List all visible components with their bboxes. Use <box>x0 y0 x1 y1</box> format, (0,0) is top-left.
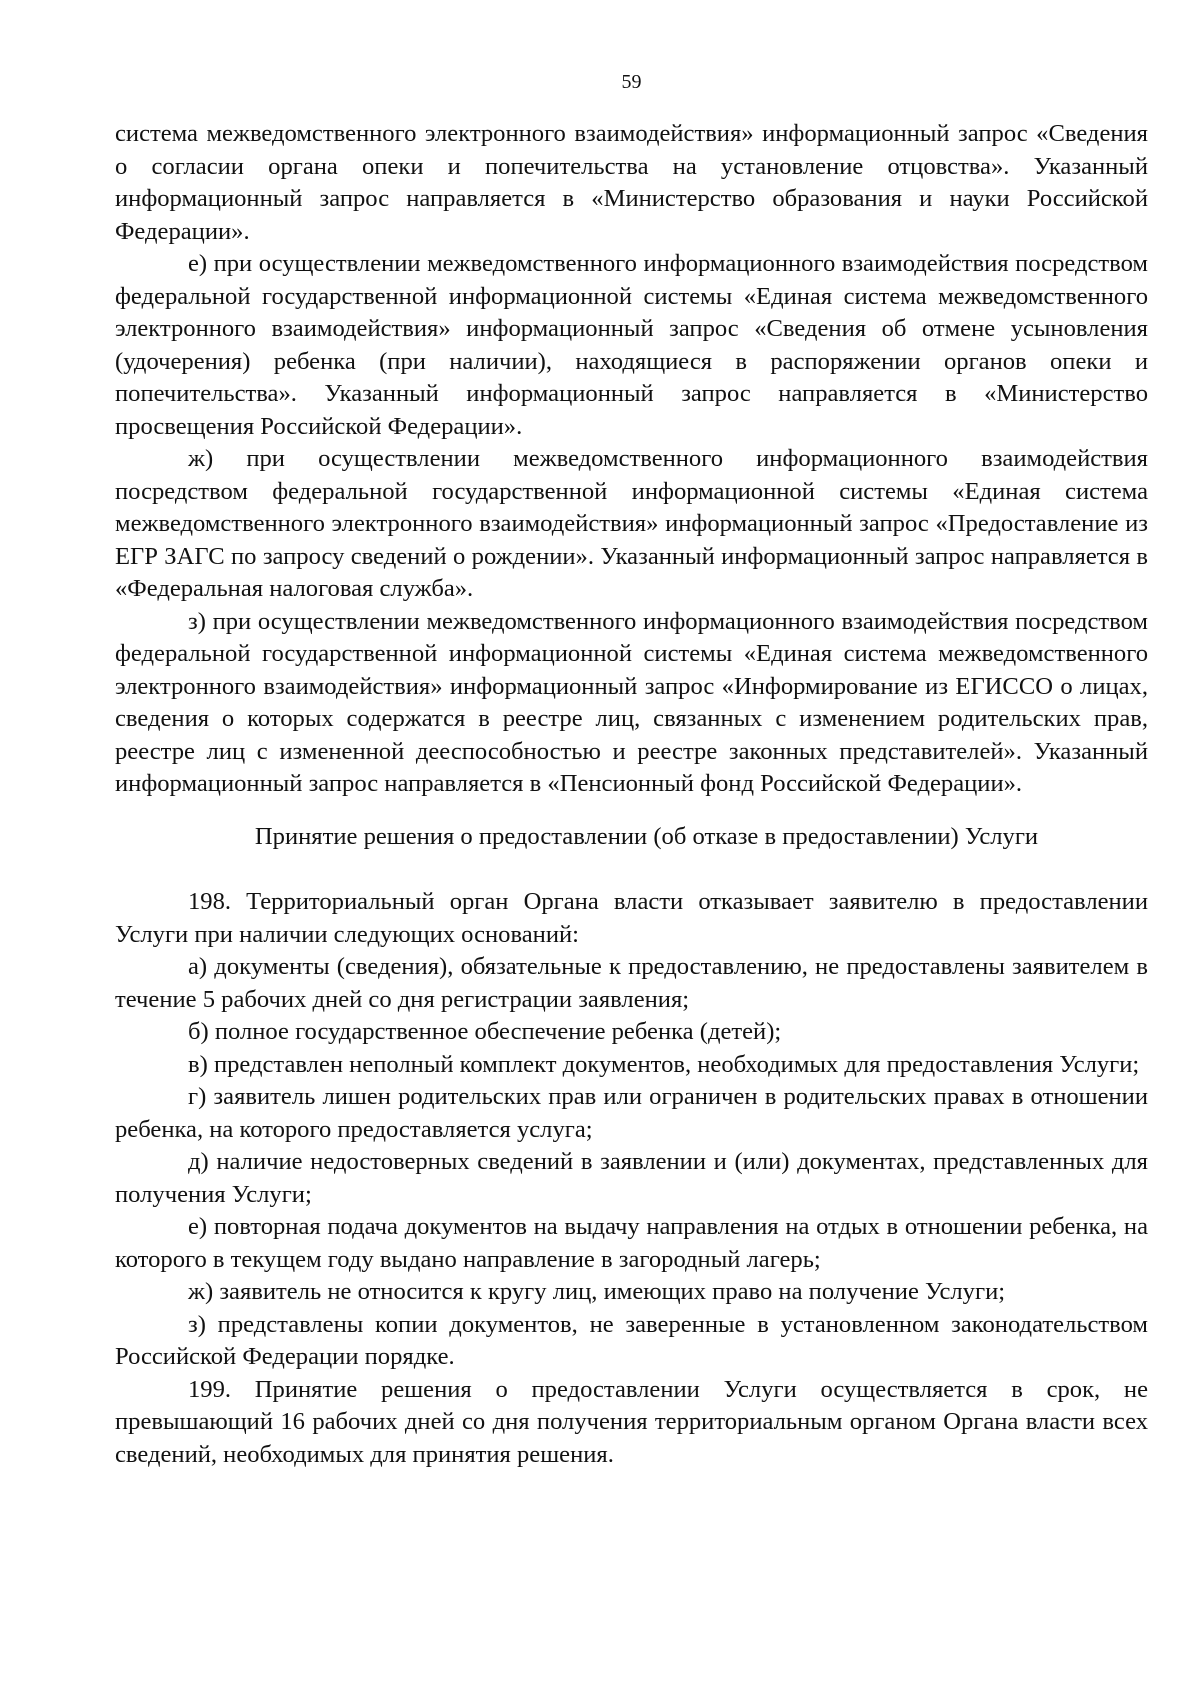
paragraph-198-v: в) представлен неполный комплект документов, необходимых для предоставления Услуги; <box>188 1050 1140 1078</box>
paragraph-continuation: система межведомственного электронного взаимодействия» информационный запрос «Сведения о согласии органа опеки и попечительства на установление отцовства». Указанный информационный запрос направляется в «Министерство образования и науки Российской Федерации». <box>115 120 1148 245</box>
paragraph-198-e: е) повторная подача документов на выдачу направления на отдых в отношении ребенка, на которого в текущем году выдано направление в загородный лагерь; <box>115 1213 1148 1273</box>
paragraph-198-d: д) наличие недостоверных сведений в заявлении и (или) документах, представленных для получения Услуги; <box>115 1148 1148 1208</box>
paragraph-198-z: з) представлены копии документов, не заверенные в установленном законодательством Российской Федерации порядке. <box>115 1310 1148 1370</box>
document-body <box>115 118 1148 1471</box>
paragraph-198-a: а) документы (сведения), обязательные к предоставлению, не предоставлены заявителем в течение 5 рабочих дней со дня регистрации заявления; <box>115 953 1148 1013</box>
paragraph-item-z: з) при осуществлении межведомственного информационного взаимодействия посредством федеральной государственной информационной системы «Единая система межведомственного электронного взаимодействия» информационный запрос «Информирование из ЕГИССО о лицах, сведения о которых содержатся в реестре лиц, связанных с изменением родительских прав, реестре лиц с измененной дееспособностью и реестре законных представителей». Указанный информационный запрос направляется в «Пенсионный фонд Российской Федерации». <box>115 607 1148 797</box>
paragraph-198-g: г) заявитель лишен родительских прав или ограничен в родительских правах в отношении ребенка, на которого предоставляется услуга; <box>115 1083 1148 1143</box>
paragraph-item-e: е) при осуществлении межведомственного информационного взаимодействия посредством федеральной государственной информационной системы «Единая система межведомственного электронного взаимодействия» информационный запрос «Сведения об отмене усыновления (удочерения) ребенка (при наличии), находящиеся в распоряжении органов опеки и попечительства». Указанный информационный запрос направляется в «Министерство просвещения Российской Федерации». <box>115 250 1148 440</box>
section-heading: Принятие решения о предоставлении (об отказе в предоставлении) Услуги <box>254 822 1039 850</box>
page-number: 59 <box>621 71 642 93</box>
paragraph-198-b: б) полное государственное обеспечение ребенка (детей); <box>188 1018 782 1045</box>
paragraph-198: 198. Территориальный орган Органа власти отказывает заявителю в предоставлении Услуги при наличии следующих оснований: <box>115 888 1148 948</box>
paragraph-198-zh: ж) заявитель не относится к кругу лиц, имеющих право на получение Услуги; <box>188 1278 1006 1305</box>
paragraph-item-zh: ж) при осуществлении межведомственного информационного взаимодействия посредством федеральной государственной информационной системы «Единая система межведомственного электронного взаимодействия» информационный запрос «Предоставление из ЕГР ЗАГС по запросу сведений о рождении». Указанный информационный запрос направляется в «Федеральная налоговая служба». <box>115 445 1148 602</box>
spacer <box>115 801 1148 821</box>
spacer <box>115 853 1148 886</box>
paragraph-199: 199. Принятие решения о предоставлении Услуги осуществляется в срок, не превышающий 16 рабочих дней со дня получения территориальным органом Органа власти всех сведений, необходимых для принятия решения. <box>115 1375 1148 1468</box>
